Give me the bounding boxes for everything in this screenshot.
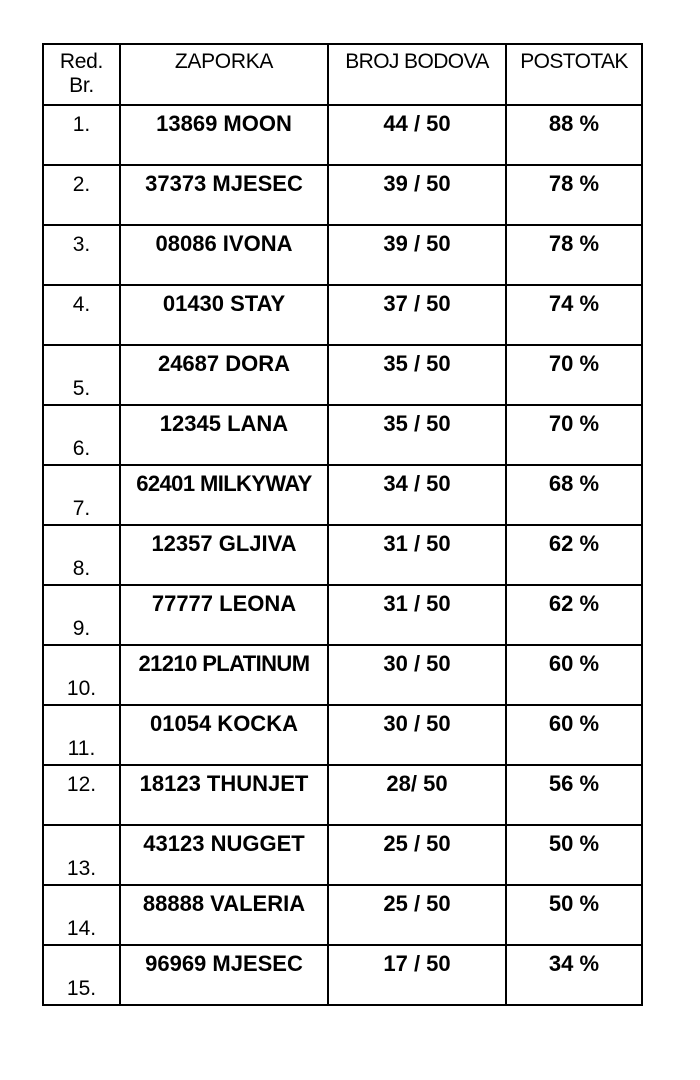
postotak-value: 74 % (548, 291, 600, 316)
postotak-value: 88 % (548, 111, 600, 136)
bodovi-value: 39 / 50 (383, 171, 451, 196)
cell-postotak (506, 705, 642, 765)
bodovi-value: 25 / 50 (383, 891, 451, 916)
zaporka-value: 12357 GLJIVA (151, 531, 297, 556)
rank-number: 5. (72, 377, 91, 400)
table-row (43, 345, 642, 405)
cell-rank (43, 405, 120, 465)
bodovi-value: 31 / 50 (383, 531, 451, 556)
zaporka-value: 62401 MILKYWAY (136, 471, 312, 496)
cell-postotak (506, 285, 642, 345)
zaporka-value: 08086 IVONA (155, 231, 293, 256)
cell-postotak (506, 225, 642, 285)
cell-rank (43, 885, 120, 945)
rank-number: 8. (72, 557, 91, 580)
zaporka-value: 12345 LANA (159, 411, 289, 436)
zaporka-value: 21210 PLATINUM (138, 651, 310, 676)
cell-zaporka (120, 405, 328, 465)
cell-rank (43, 345, 120, 405)
cell-bodovi (328, 405, 506, 465)
zaporka-value: 01430 STAY (162, 291, 286, 316)
rank-number: 1. (72, 113, 91, 136)
postotak-value: 56 % (548, 771, 600, 796)
postotak-value: 70 % (548, 411, 600, 436)
table-row (43, 165, 642, 225)
zaporka-value: 88888 VALERIA (142, 891, 306, 916)
header-bodovi-label: BROJ BODOVA (345, 50, 489, 73)
bodovi-value: 34 / 50 (383, 471, 451, 496)
cell-zaporka (120, 585, 328, 645)
cell-rank (43, 765, 120, 825)
zaporka-value: 24687 DORA (157, 351, 291, 376)
bodovi-value: 30 / 50 (383, 711, 451, 736)
bodovi-value: 31 / 50 (383, 591, 451, 616)
zaporka-value: 18123 THUNJET (139, 771, 309, 796)
rank-number: 3. (72, 233, 91, 256)
bodovi-value: 37 / 50 (383, 291, 451, 316)
table-row (43, 585, 642, 645)
header-rb (43, 44, 120, 105)
postotak-value: 70 % (548, 351, 600, 376)
cell-zaporka (120, 525, 328, 585)
bodovi-value: 44 / 50 (383, 111, 451, 136)
cell-bodovi (328, 225, 506, 285)
rank-number: 15. (66, 977, 97, 1000)
table-row (43, 285, 642, 345)
cell-zaporka (120, 285, 328, 345)
cell-postotak (506, 945, 642, 1005)
table-row (43, 465, 642, 525)
cell-rank (43, 285, 120, 345)
table-row (43, 645, 642, 705)
zaporka-value: 13869 MOON (156, 111, 292, 136)
cell-rank (43, 825, 120, 885)
rank-number: 2. (72, 173, 91, 196)
table-row (43, 405, 642, 465)
cell-postotak (506, 885, 642, 945)
cell-bodovi (328, 525, 506, 585)
zaporka-value: 96969 MJESEC (145, 951, 303, 976)
header-rb-line2: Br. (69, 74, 94, 97)
postotak-value: 34 % (548, 951, 600, 976)
postotak-value: 50 % (548, 891, 600, 916)
bodovi-value: 25 / 50 (383, 831, 451, 856)
cell-postotak (506, 825, 642, 885)
header-postotak (506, 44, 642, 105)
cell-bodovi (328, 285, 506, 345)
postotak-value: 60 % (548, 651, 600, 676)
cell-bodovi (328, 765, 506, 825)
postotak-value: 50 % (548, 831, 600, 856)
cell-rank (43, 645, 120, 705)
table-row (43, 945, 642, 1005)
cell-bodovi (328, 165, 506, 225)
rank-number: 7. (72, 497, 91, 520)
bodovi-value: 17 / 50 (383, 951, 451, 976)
cell-postotak (506, 165, 642, 225)
rank-number: 12. (66, 773, 97, 796)
cell-rank (43, 945, 120, 1005)
table-row (43, 825, 642, 885)
cell-postotak (506, 345, 642, 405)
cell-zaporka (120, 645, 328, 705)
cell-rank (43, 105, 120, 165)
cell-rank (43, 705, 120, 765)
cell-rank (43, 465, 120, 525)
rank-number: 10. (66, 677, 97, 700)
cell-postotak (506, 405, 642, 465)
rank-number: 14. (66, 917, 97, 940)
cell-zaporka (120, 945, 328, 1005)
postotak-value: 62 % (548, 591, 600, 616)
cell-postotak (506, 585, 642, 645)
cell-bodovi (328, 345, 506, 405)
cell-bodovi (328, 945, 506, 1005)
header-zaporka-label: ZAPORKA (174, 50, 274, 73)
cell-postotak (506, 765, 642, 825)
postotak-value: 62 % (548, 531, 600, 556)
cell-zaporka (120, 105, 328, 165)
rank-number: 4. (72, 293, 91, 316)
header-row (43, 44, 642, 105)
cell-bodovi (328, 105, 506, 165)
cell-bodovi (328, 885, 506, 945)
cell-bodovi (328, 825, 506, 885)
postotak-value: 78 % (548, 231, 600, 256)
bodovi-value: 28/ 50 (386, 771, 448, 796)
table-row (43, 765, 642, 825)
header-postotak-label: POSTOTAK (520, 50, 628, 73)
table-body (43, 105, 642, 1005)
table-row (43, 885, 642, 945)
cell-zaporka (120, 705, 328, 765)
bodovi-value: 35 / 50 (383, 411, 451, 436)
rank-number: 9. (72, 617, 91, 640)
header-rb-line1: Red. (59, 50, 104, 73)
table-row (43, 105, 642, 165)
postotak-value: 60 % (548, 711, 600, 736)
cell-rank (43, 585, 120, 645)
zaporka-value: 37373 MJESEC (145, 171, 303, 196)
cell-rank (43, 165, 120, 225)
cell-zaporka (120, 165, 328, 225)
cell-postotak (506, 645, 642, 705)
postotak-value: 78 % (548, 171, 600, 196)
cell-bodovi (328, 585, 506, 645)
cell-zaporka (120, 765, 328, 825)
rank-number: 13. (66, 857, 97, 880)
table-row (43, 225, 642, 285)
cell-postotak (506, 525, 642, 585)
cell-bodovi (328, 645, 506, 705)
zaporka-value: 77777 LEONA (151, 591, 297, 616)
cell-bodovi (328, 465, 506, 525)
bodovi-value: 35 / 50 (383, 351, 451, 376)
bodovi-value: 39 / 50 (383, 231, 451, 256)
header-bodovi (328, 44, 506, 105)
zaporka-value: 43123 NUGGET (143, 831, 305, 856)
cell-rank (43, 225, 120, 285)
cell-rank (43, 525, 120, 585)
zaporka-value: 01054 KOCKA (150, 711, 298, 736)
cell-postotak (506, 105, 642, 165)
postotak-value: 68 % (548, 471, 600, 496)
rank-number: 6. (72, 437, 91, 460)
cell-bodovi (328, 705, 506, 765)
rank-number: 11. (67, 737, 96, 760)
table-row (43, 525, 642, 585)
cell-zaporka (120, 345, 328, 405)
header-zaporka (120, 44, 328, 105)
results-table (42, 43, 643, 1006)
table-row (43, 705, 642, 765)
cell-zaporka (120, 465, 328, 525)
cell-zaporka (120, 825, 328, 885)
bodovi-value: 30 / 50 (383, 651, 451, 676)
cell-zaporka (120, 885, 328, 945)
cell-zaporka (120, 225, 328, 285)
cell-postotak (506, 465, 642, 525)
